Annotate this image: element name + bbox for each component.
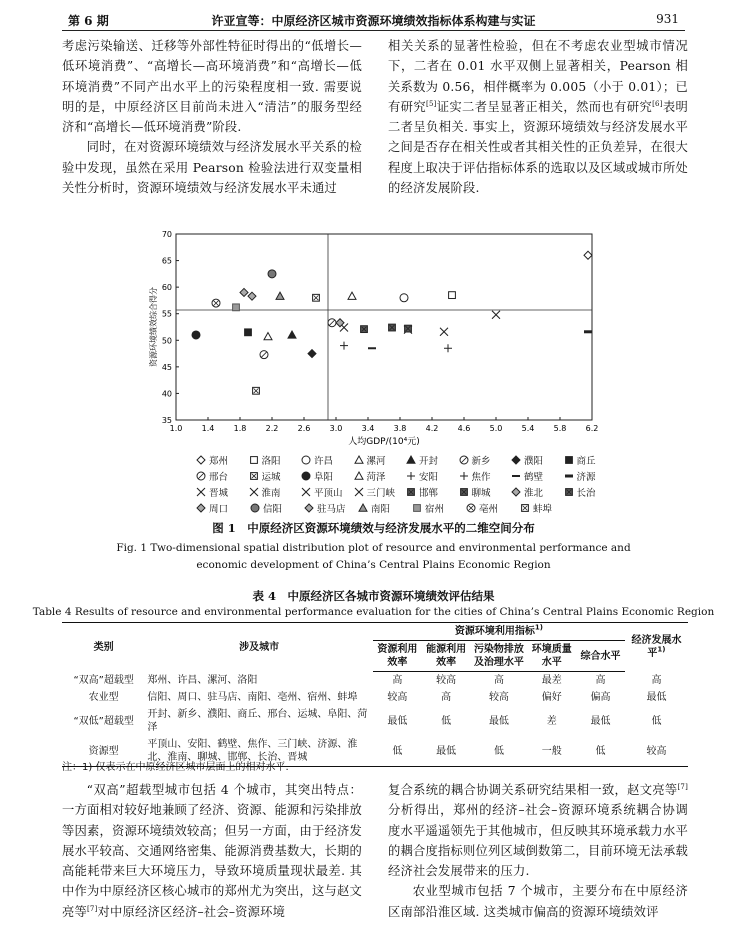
data-point — [260, 351, 268, 359]
x-tick-label: 3.8 — [393, 424, 407, 433]
table-caption-cn: 表 4 中原经济区各城市资源环境绩效评估结果 — [252, 589, 495, 603]
row-value: 低 — [576, 736, 625, 767]
legend-marker-icon — [563, 470, 575, 482]
data-point — [336, 319, 344, 327]
row-type: “双高”超载型 — [73, 674, 134, 686]
subheader: 环境质量水平 — [527, 641, 576, 672]
legend-marker-icon — [195, 502, 207, 514]
row-value: 最低 — [646, 692, 667, 703]
data-point — [288, 331, 296, 338]
data-point — [240, 288, 248, 296]
legend-label: 晋城 — [209, 488, 229, 499]
data-point — [405, 325, 412, 332]
legend-marker-icon — [248, 486, 260, 498]
data-point — [348, 292, 356, 299]
legend-label: 邯郸 — [419, 488, 439, 499]
y-axis-label: 资源环境绩效综合得分 — [149, 287, 158, 367]
legend-label: 周口 — [209, 504, 229, 515]
legend-item — [195, 469, 248, 483]
data-point — [492, 311, 500, 319]
legend-item — [405, 469, 458, 483]
legend-item — [510, 485, 563, 499]
x-tick-label: 1.8 — [233, 424, 247, 433]
legend-label: 长治 — [576, 488, 596, 499]
legend-label: 运城 — [261, 472, 281, 483]
data-point — [253, 387, 260, 394]
legend-marker-icon — [519, 502, 531, 514]
x-tick-label: 6.2 — [585, 424, 599, 433]
legend-marker-icon — [249, 502, 261, 514]
legend-marker-icon — [458, 454, 470, 466]
row-type: 农业型 — [88, 692, 119, 703]
plot-frame — [176, 234, 592, 420]
data-point — [245, 329, 252, 336]
legend-row — [195, 484, 615, 500]
row-value: 最低 — [590, 715, 611, 727]
row-type: “双低”超载型 — [73, 715, 134, 727]
legend-marker-icon — [405, 486, 417, 498]
table-caption-en: Table 4 Results of resource and environmental performance evaluation for the cities of China’s Central Plains Economic Region — [32, 606, 715, 618]
legend-item — [405, 485, 458, 499]
row-value: 低 — [373, 736, 422, 767]
legend-label: 南阳 — [371, 504, 391, 515]
legend-label: 三门峡 — [366, 488, 396, 499]
legend-label: 漯河 — [366, 456, 386, 467]
row-value: 最低 — [422, 736, 471, 767]
legend-marker-icon — [195, 454, 207, 466]
row-value: 高 — [392, 675, 403, 686]
legend-row — [195, 468, 615, 484]
legend-marker-icon — [300, 454, 312, 466]
legend-marker-icon — [458, 486, 470, 498]
legend-label: 商丘 — [576, 456, 596, 467]
legend-label: 淮南 — [261, 488, 281, 499]
legend-item — [357, 501, 411, 515]
row-cities: 郑州、许昌、漯河、洛阳 — [147, 674, 258, 686]
x-tick-label: 2.6 — [297, 424, 311, 433]
row-type: 资源型 — [62, 736, 145, 767]
legend-item — [353, 469, 406, 483]
legend-marker-icon — [357, 502, 369, 514]
row-value: 低 — [470, 736, 527, 767]
row-value: 差 — [546, 715, 557, 727]
data-point — [248, 292, 256, 300]
x-tick-label: 3.0 — [329, 424, 343, 433]
row-value: 较高 — [436, 675, 457, 686]
running-header — [62, 8, 685, 31]
legend-label: 邢台 — [209, 472, 229, 483]
citation: [5] — [426, 99, 437, 108]
x-tick-label: 4.6 — [457, 424, 471, 433]
legend-marker-icon — [411, 502, 423, 514]
data-point — [313, 294, 320, 301]
data-point — [340, 342, 348, 350]
data-point — [444, 344, 452, 352]
row-value: 较高 — [387, 692, 408, 703]
figure-caption-en: Fig. 1 Two-dimensional spatial distribution plot of resource and environmental performance and economic development of China’s Central Plains Economic Region — [116, 542, 631, 571]
data-point — [361, 326, 368, 333]
legend-item — [563, 453, 616, 467]
y-tick-label: 60 — [161, 283, 172, 293]
legend-label: 宿州 — [425, 504, 445, 515]
paragraph: 农业型城市包括 7 个城市，主要分布在中原经济区南部沿淮区域. 这类城市偏高的资源环境绩效评 — [388, 884, 688, 919]
legend-item — [458, 485, 511, 499]
legend-marker-icon — [195, 470, 207, 482]
row-value: 偏高 — [590, 692, 611, 703]
issue-number: 第 6 期 — [68, 14, 109, 28]
row-value: 最低 — [387, 715, 408, 727]
data-point — [233, 304, 240, 311]
legend-label: 聊城 — [471, 488, 491, 499]
legend-label: 驻马店 — [317, 504, 346, 515]
legend-label: 亳州 — [479, 504, 499, 515]
header-cities: 涉及城市 — [145, 623, 373, 672]
legend-label: 安阳 — [419, 472, 439, 483]
legend-label: 焦作 — [471, 472, 491, 483]
citation: [6] — [652, 99, 663, 108]
x-tick-label: 1.4 — [201, 424, 215, 433]
y-tick-label: 55 — [161, 309, 172, 319]
row-value: 一般 — [527, 736, 576, 767]
row-cities: 信阳、周口、驻马店、南阳、亳州、宿州、蚌埠 — [147, 692, 358, 703]
legend-label: 许昌 — [314, 456, 334, 467]
y-tick-label: 45 — [161, 362, 172, 372]
legend-item — [195, 501, 249, 515]
x-tick-label: 5.8 — [553, 424, 567, 433]
x-tick-label: 2.2 — [265, 424, 279, 433]
legend-label: 鹤壁 — [524, 472, 544, 483]
legend-item — [563, 485, 616, 499]
subheader: 能源利用效率 — [422, 641, 471, 672]
legend-marker-icon — [510, 470, 522, 482]
paragraph: 相关关系的显著性检验，但在不考虑农业型城市情况下，二者在 0.01 水平双侧上显著相关，Pearson 相关系数为 0.56，相伴概率为 0.005（小于 0.01）；已有研究[5]证实二者呈显著正相关，然而也有研究[6]表明二者呈负相关. 事实上，资源环境绩效与经济发展水平之间是否存在相关性或者其相关性的正负差异，在很大程度上取决于评估指标体系的选取以及区域或城市所处的经济发展阶段. — [388, 39, 688, 196]
legend-item — [248, 469, 301, 483]
running-title: 许亚宣等：中原经济区城市资源环境绩效指标体系构建与实证 — [211, 14, 536, 28]
legend-label: 蚌埠 — [533, 504, 553, 515]
legend-marker-icon — [300, 470, 312, 482]
legend-marker-icon — [510, 486, 522, 498]
x-tick-label: 1.0 — [169, 424, 183, 433]
legend-label: 济源 — [576, 472, 596, 483]
scatter-chart — [150, 228, 610, 450]
legend-item — [563, 469, 616, 483]
legend-marker-icon — [195, 486, 207, 498]
table-row — [62, 672, 688, 690]
legend-item — [458, 453, 511, 467]
right-column-top — [388, 36, 688, 198]
legend-marker-icon — [248, 470, 260, 482]
row-value: 高 — [595, 675, 606, 686]
legend-label: 淮北 — [524, 488, 544, 499]
paragraph: “双高”超载型城市包括 4 个城市，其突出特点：一方面相对较好地兼顾了经济、资源、能源和污染排放等因素，资源环境绩效较高；但另一方面，由于经济发展水平较高、交通网络密集、能源消费基数大，长期的高能耗带来巨大环境压力，导致环境质量现状最差. 其中作为中原经济区核心城市的郑州尤为突出，这与赵文亮等[7]对中原经济区经济–社会–资源环境 — [62, 783, 362, 919]
legend-item — [353, 453, 406, 467]
row-cities: 开封、新乡、濮阳、商丘、邢台、运城、阜阳、菏泽 — [147, 709, 368, 733]
figure-caption-cn: 图 1 中原经济区资源环境绩效与经济发展水平的二维空间分布 — [212, 521, 535, 535]
data-point — [584, 251, 592, 259]
legend-item — [195, 485, 248, 499]
data-point — [192, 331, 200, 339]
data-point — [328, 319, 336, 327]
legend-label: 信阳 — [263, 504, 283, 515]
legend-label: 濮阳 — [524, 456, 544, 467]
legend-item — [300, 469, 353, 483]
data-point — [389, 324, 396, 331]
page-number: 931 — [656, 12, 679, 26]
legend-marker-icon — [353, 454, 365, 466]
legend-label: 菏泽 — [366, 472, 386, 483]
table-row — [62, 706, 688, 736]
legend-label: 平顶山 — [314, 488, 343, 499]
row-value: 高 — [441, 692, 452, 703]
legend-item — [195, 453, 248, 467]
legend-marker-icon — [510, 454, 522, 466]
row-cities: 平顶山、安阳、鹤壁、焦作、三门峡、济源、淮北、淮南、聊城、邯郸、长治、晋城 — [145, 736, 373, 767]
row-value: 偏好 — [541, 692, 562, 703]
paragraph: 考虑污染输送、迁移等外部性特征时得出的“低增长—低环境消费”、“高增长—高环境消费”和“高增长—低环境消费”不同产出水平上的污染程度相一致. 需要说明的是，中原经济区目前尚未进入“清洁”的服务型经济和“高增长—低环境消费”阶段. — [62, 39, 362, 135]
data-point — [400, 294, 408, 302]
legend-item — [458, 469, 511, 483]
y-tick-label: 40 — [161, 389, 172, 399]
legend-item — [411, 501, 465, 515]
data-point — [449, 292, 456, 299]
left-column-top — [62, 36, 362, 198]
results-table — [62, 622, 688, 767]
data-point — [276, 292, 284, 299]
table-row — [62, 689, 688, 706]
x-tick-label: 4.2 — [425, 424, 439, 433]
row-value: 高 — [651, 674, 662, 686]
legend-marker-icon — [300, 486, 312, 498]
subheader: 污染物排放及治理水平 — [470, 641, 527, 672]
data-point — [212, 299, 220, 307]
legend-marker-icon — [465, 502, 477, 514]
chart-legend — [195, 452, 615, 516]
legend-row — [195, 452, 615, 468]
x-tick-label: 5.0 — [489, 424, 503, 433]
legend-label: 新乡 — [471, 456, 491, 467]
subheader: 资源利用效率 — [373, 641, 422, 672]
header-indicators: 资源环境利用指标$^{1)}$ — [373, 623, 625, 641]
row-value: 低 — [441, 715, 452, 727]
legend-marker-icon — [405, 470, 417, 482]
data-point — [308, 350, 316, 358]
legend-item — [353, 485, 406, 499]
y-tick-label: 50 — [161, 336, 172, 346]
right-column-bottom — [388, 780, 688, 922]
legend-label: 郑州 — [209, 456, 229, 467]
legend-marker-icon — [563, 486, 575, 498]
legend-marker-icon — [405, 454, 417, 466]
legend-item — [510, 469, 563, 483]
legend-item — [303, 501, 357, 515]
legend-label: 洛阳 — [261, 456, 281, 467]
legend-item — [405, 453, 458, 467]
citation: [7] — [677, 782, 688, 791]
legend-marker-icon — [248, 454, 260, 466]
row-value: 最差 — [541, 675, 562, 686]
left-column-bottom — [62, 780, 362, 922]
y-tick-label: 70 — [161, 230, 172, 239]
legend-item — [300, 453, 353, 467]
row-value: 最低 — [488, 715, 509, 727]
paragraph: 同时，在对资源环境绩效与经济发展水平关系的检验中发现，虽然在采用 Pearson 检验法进行双变量相关性分析时，资源环境绩效与经济发展水平未通过 — [62, 140, 362, 196]
legend-item — [519, 501, 573, 515]
legend-marker-icon — [353, 470, 365, 482]
legend-marker-icon — [458, 470, 470, 482]
legend-marker-icon — [563, 454, 575, 466]
row-value: 较高 — [488, 692, 509, 703]
data-point — [440, 328, 448, 336]
row-value: 较高 — [625, 736, 688, 767]
table-note: 注：1) 仅表示在中原经济区城市层面上的相对水平. — [62, 762, 289, 773]
legend-item — [249, 501, 303, 515]
legend-item — [248, 485, 301, 499]
legend-item — [300, 485, 353, 499]
paragraph: 复合系统的耦合协调关系研究结果相一致，赵文亮等[7]分析得出，郑州的经济–社会–资源环境系统耦合协调度水平遥遥领先于其他城市，但反映其环境承载力水平的耦合度指标则位列区域倒数第二，目前环境无法承载经济社会发展带来的压力. — [388, 782, 688, 879]
header-economy: 经济发展水平$^{1)}$ — [625, 623, 688, 672]
x-tick-label: 5.4 — [521, 424, 535, 433]
y-tick-label: 65 — [161, 256, 172, 266]
data-point — [268, 270, 276, 278]
legend-label: 开封 — [419, 456, 439, 467]
legend-item — [248, 453, 301, 467]
citation: [7] — [87, 904, 98, 913]
legend-label: 阜阳 — [314, 472, 334, 483]
legend-item — [510, 453, 563, 467]
row-value: 高 — [493, 675, 504, 686]
header-type: 类别 — [62, 623, 145, 672]
x-axis-label: 人均GDP/(10⁴元) — [348, 437, 420, 447]
legend-marker-icon — [303, 502, 315, 514]
subheader: 综合水平 — [576, 641, 625, 672]
legend-marker-icon — [353, 486, 365, 498]
y-tick-label: 35 — [161, 416, 172, 425]
x-tick-label: 3.4 — [361, 424, 375, 433]
row-value: 低 — [651, 715, 662, 727]
legend-row — [195, 500, 615, 516]
data-point — [264, 333, 272, 340]
legend-item — [465, 501, 519, 515]
